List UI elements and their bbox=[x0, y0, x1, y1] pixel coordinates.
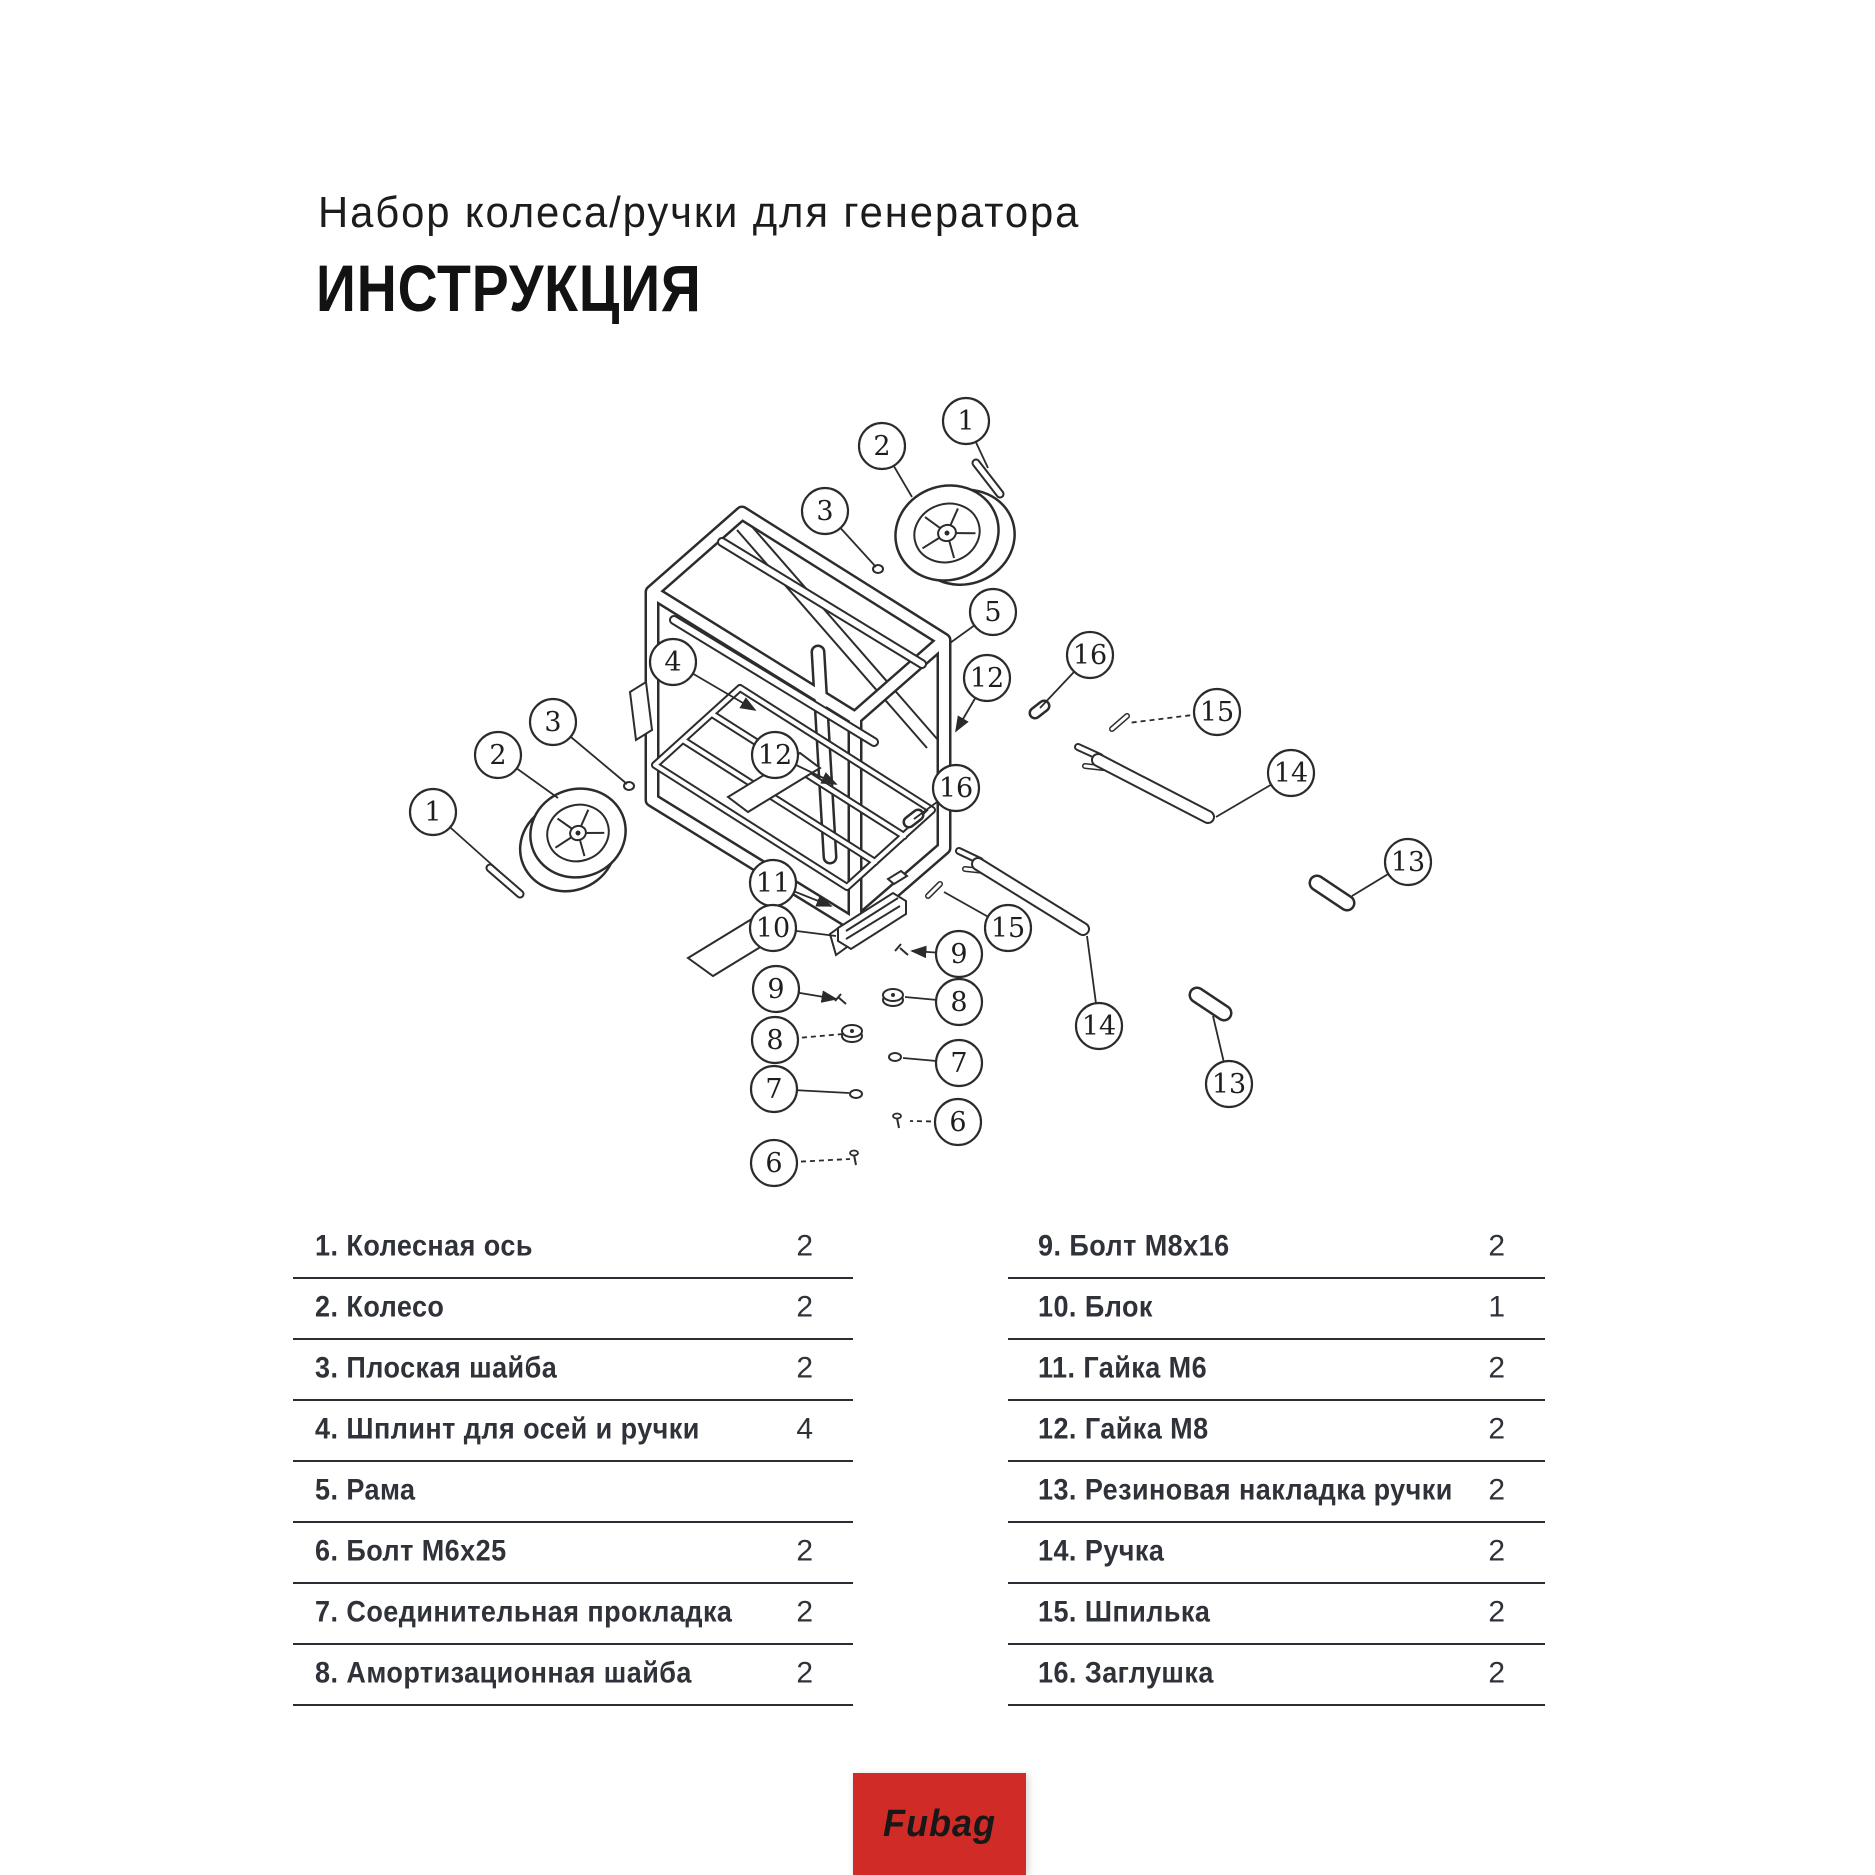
part-qty: 2 bbox=[796, 1229, 813, 1263]
part-label: 15. Шпилька bbox=[1038, 1595, 1211, 1629]
part-qty: 2 bbox=[1488, 1534, 1505, 1568]
parts-row bbox=[293, 1401, 853, 1462]
wheel-front bbox=[505, 776, 640, 903]
part-label: 9. Болт М8х16 bbox=[1038, 1229, 1230, 1263]
part-qty: 2 bbox=[796, 1656, 813, 1690]
callout-number: 6 bbox=[949, 1107, 967, 1138]
part-label: 6. Болт М6х25 bbox=[315, 1534, 507, 1568]
fubag-logo-text: Fubag bbox=[882, 1802, 997, 1845]
callout-number: 13 bbox=[1390, 847, 1426, 878]
parts-row bbox=[1008, 1218, 1545, 1279]
callout-number: 4 bbox=[664, 647, 682, 678]
callout-number: 14 bbox=[1273, 758, 1309, 789]
callout-number: 9 bbox=[767, 974, 785, 1005]
parts-row bbox=[1008, 1523, 1545, 1584]
parts-row bbox=[1008, 1401, 1545, 1462]
parts-row bbox=[293, 1279, 853, 1340]
parts-row bbox=[293, 1645, 853, 1706]
callout-number: 15 bbox=[1199, 697, 1235, 728]
parts-row bbox=[293, 1340, 853, 1401]
part-label: 14. Ручка bbox=[1038, 1534, 1165, 1568]
callout-number: 7 bbox=[950, 1048, 968, 1079]
part-label: 13. Резиновая накладка ручки bbox=[1038, 1473, 1453, 1507]
callout-number: 3 bbox=[816, 496, 834, 527]
callout-number: 9 bbox=[950, 939, 968, 970]
callout-number: 10 bbox=[755, 913, 791, 944]
part-qty: 2 bbox=[1488, 1656, 1505, 1690]
parts-row bbox=[293, 1218, 853, 1279]
part-label: 12. Гайка М8 bbox=[1038, 1412, 1209, 1446]
part-label: 5. Рама bbox=[315, 1473, 416, 1507]
part-label: 10. Блок bbox=[1038, 1290, 1153, 1324]
part-label: 2. Колесо bbox=[315, 1290, 445, 1324]
wheel-rear bbox=[883, 468, 1027, 602]
callout-number: 12 bbox=[757, 740, 793, 771]
part-label: 3. Плоская шайба bbox=[315, 1351, 558, 1385]
doc-subtitle: Набор колеса/ручки для генератора bbox=[318, 188, 1081, 237]
callout-number: 2 bbox=[873, 431, 891, 462]
callout-number: 5 bbox=[984, 597, 1002, 628]
callout-number: 11 bbox=[755, 868, 791, 899]
rubber-grip bbox=[1197, 883, 1347, 1013]
callout-number: 14 bbox=[1081, 1011, 1117, 1042]
part-label: 4. Шплинт для осей и ручки bbox=[315, 1412, 700, 1446]
callout-number: 7 bbox=[765, 1074, 783, 1105]
parts-table-left bbox=[293, 1218, 853, 1706]
part-qty: 2 bbox=[1488, 1595, 1505, 1629]
callout-number: 8 bbox=[766, 1025, 784, 1056]
callout-number: 6 bbox=[765, 1148, 783, 1179]
callout-number: 16 bbox=[938, 773, 974, 804]
exploded-diagram bbox=[380, 380, 1460, 1200]
parts-row bbox=[1008, 1462, 1545, 1523]
callout-number: 15 bbox=[990, 913, 1026, 944]
parts-row bbox=[293, 1462, 853, 1523]
callout-number: 13 bbox=[1211, 1069, 1247, 1100]
parts-row bbox=[293, 1523, 853, 1584]
callout-number: 1 bbox=[957, 406, 975, 437]
parts-row bbox=[1008, 1340, 1545, 1401]
handle-upper bbox=[1078, 747, 1208, 817]
part-qty: 2 bbox=[1488, 1412, 1505, 1446]
part-qty: 1 bbox=[1488, 1290, 1505, 1324]
parts-row bbox=[1008, 1645, 1545, 1706]
doc-title: ИНСТРУКЦИЯ bbox=[316, 251, 702, 325]
part-label: 1. Колесная ось bbox=[315, 1229, 533, 1263]
part-qty: 2 bbox=[796, 1595, 813, 1629]
callout-number: 1 bbox=[424, 797, 442, 828]
part-qty: 2 bbox=[1488, 1229, 1505, 1263]
parts-row bbox=[293, 1584, 853, 1645]
callout-number: 3 bbox=[544, 707, 562, 738]
part-label: 11. Гайка М6 bbox=[1038, 1351, 1208, 1385]
parts-row bbox=[1008, 1279, 1545, 1340]
callout-number: 12 bbox=[969, 663, 1005, 694]
part-label: 8. Амортизационная шайба bbox=[315, 1656, 692, 1690]
fubag-logo bbox=[853, 1773, 1026, 1875]
callout-number: 16 bbox=[1072, 640, 1108, 671]
part-qty: 2 bbox=[1488, 1351, 1505, 1385]
small-fasteners bbox=[835, 944, 908, 1165]
part-label: 7. Соединительная прокладка bbox=[315, 1595, 733, 1629]
part-qty: 2 bbox=[796, 1534, 813, 1568]
part-qty: 2 bbox=[1488, 1473, 1505, 1507]
callout-number: 2 bbox=[489, 740, 507, 771]
parts-table-right bbox=[1008, 1218, 1545, 1706]
parts-row bbox=[1008, 1584, 1545, 1645]
part-qty: 2 bbox=[796, 1351, 813, 1385]
part-label: 16. Заглушка bbox=[1038, 1656, 1214, 1690]
callout-number: 8 bbox=[950, 987, 968, 1018]
part-qty: 4 bbox=[796, 1412, 813, 1446]
part-qty: 2 bbox=[796, 1290, 813, 1324]
